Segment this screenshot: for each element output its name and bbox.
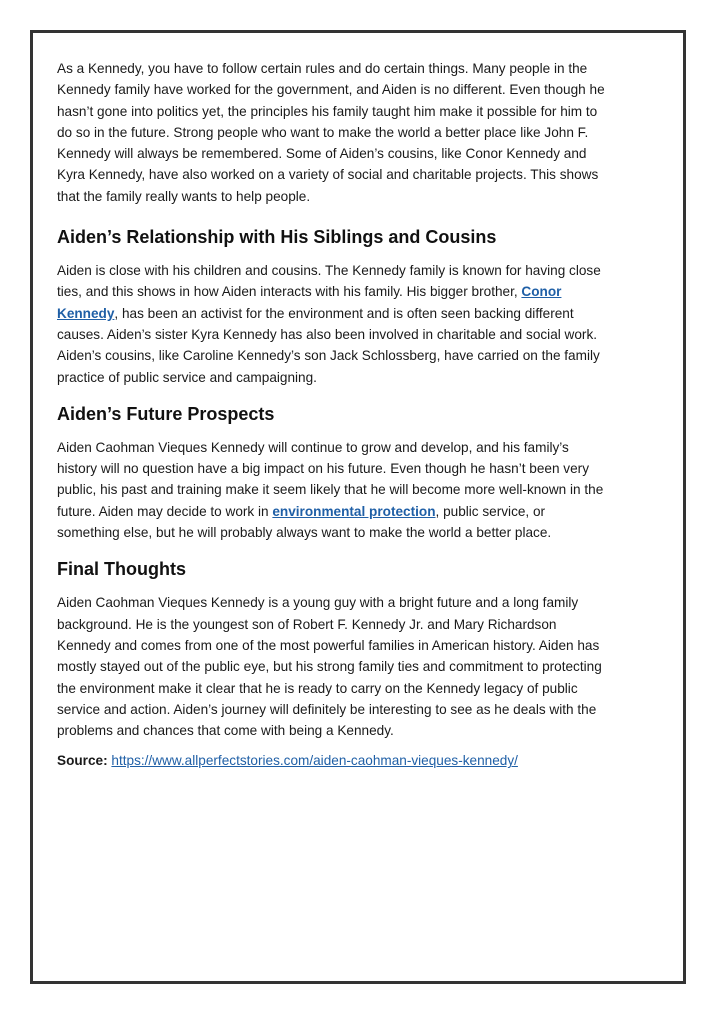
section-heading-final-thoughts: Final Thoughts: [57, 559, 186, 580]
relationships-paragraph: [57, 260, 609, 388]
future-text-before-link: Aiden Caohman Vieques Kennedy will continue to grow and develop, and his family’s history will no question have a big impact on his future. Even though he hasn’t been very public, his past and training make it seem likely that he will become more well-known in the future. Aiden may decide to work in: [57, 439, 604, 519]
relationships-text-after-link: , has been an activist for the environment and is often seen backing different causes. Aiden’s sister Kyra Kennedy has also been involved in charitable and social work. Aiden’s cousins, like Caroline Kennedy’s son Jack Schlossberg, have carried on the family practice of public service and campaigning.: [57, 305, 600, 385]
source-line: [57, 750, 609, 771]
document-content: [57, 58, 609, 772]
section-heading-relationships: Aiden’s Relationship with His Siblings and Cousins: [57, 227, 497, 248]
source-label: Source:: [57, 753, 108, 769]
future-prospects-paragraph: [57, 437, 609, 543]
environmental-protection-link[interactable]: environmental protection: [272, 503, 436, 519]
final-thoughts-paragraph: Aiden Caohman Vieques Kennedy is a young guy with a bright future and a long family background. He is the youngest son of Robert F. Kennedy Jr. and Mary Richardson Kennedy and comes from one of the most powerful families in American history. Aiden has mostly stayed out of the public eye, but his strong family ties and commitment to protecting the environment make it clear that he is ready to carry on the Kennedy legacy of public service and action. Aiden’s journey will definitely be interesting to see as he deals with the problems and chances that come with being a Kennedy.: [57, 595, 602, 739]
future-text-after-link: , public service, or something else, but he will probably always want to make the world a better place.: [57, 503, 552, 541]
relationships-text-before-link: Aiden is close with his children and cousins. The Kennedy family is known for having close ties, and this shows in how Aiden interacts with his family. His bigger brother,: [57, 263, 601, 300]
conor-kennedy-link[interactable]: Conor Kennedy: [57, 284, 562, 321]
section-heading-future-prospects: Aiden’s Future Prospects: [57, 403, 275, 424]
source-url-link[interactable]: https://www.allperfectstories.com/aiden-caohman-vieques-kennedy/: [111, 753, 518, 769]
intro-paragraph: As a Kennedy, you have to follow certain rules and do certain things. Many people in the Kennedy family have worked for the government, and Aiden is no different. Even though he hasn’t gone into politics yet, the principles his family taught him make it possible for him to do so in the future. Strong people who want to make the world a better place like John F. Kennedy will always be remembered. Some of Aiden’s cousins, like Conor Kennedy and Kyra Kennedy, have also worked on a variety of social and charitable projects. This shows that the family really wants to help people.: [57, 61, 605, 204]
